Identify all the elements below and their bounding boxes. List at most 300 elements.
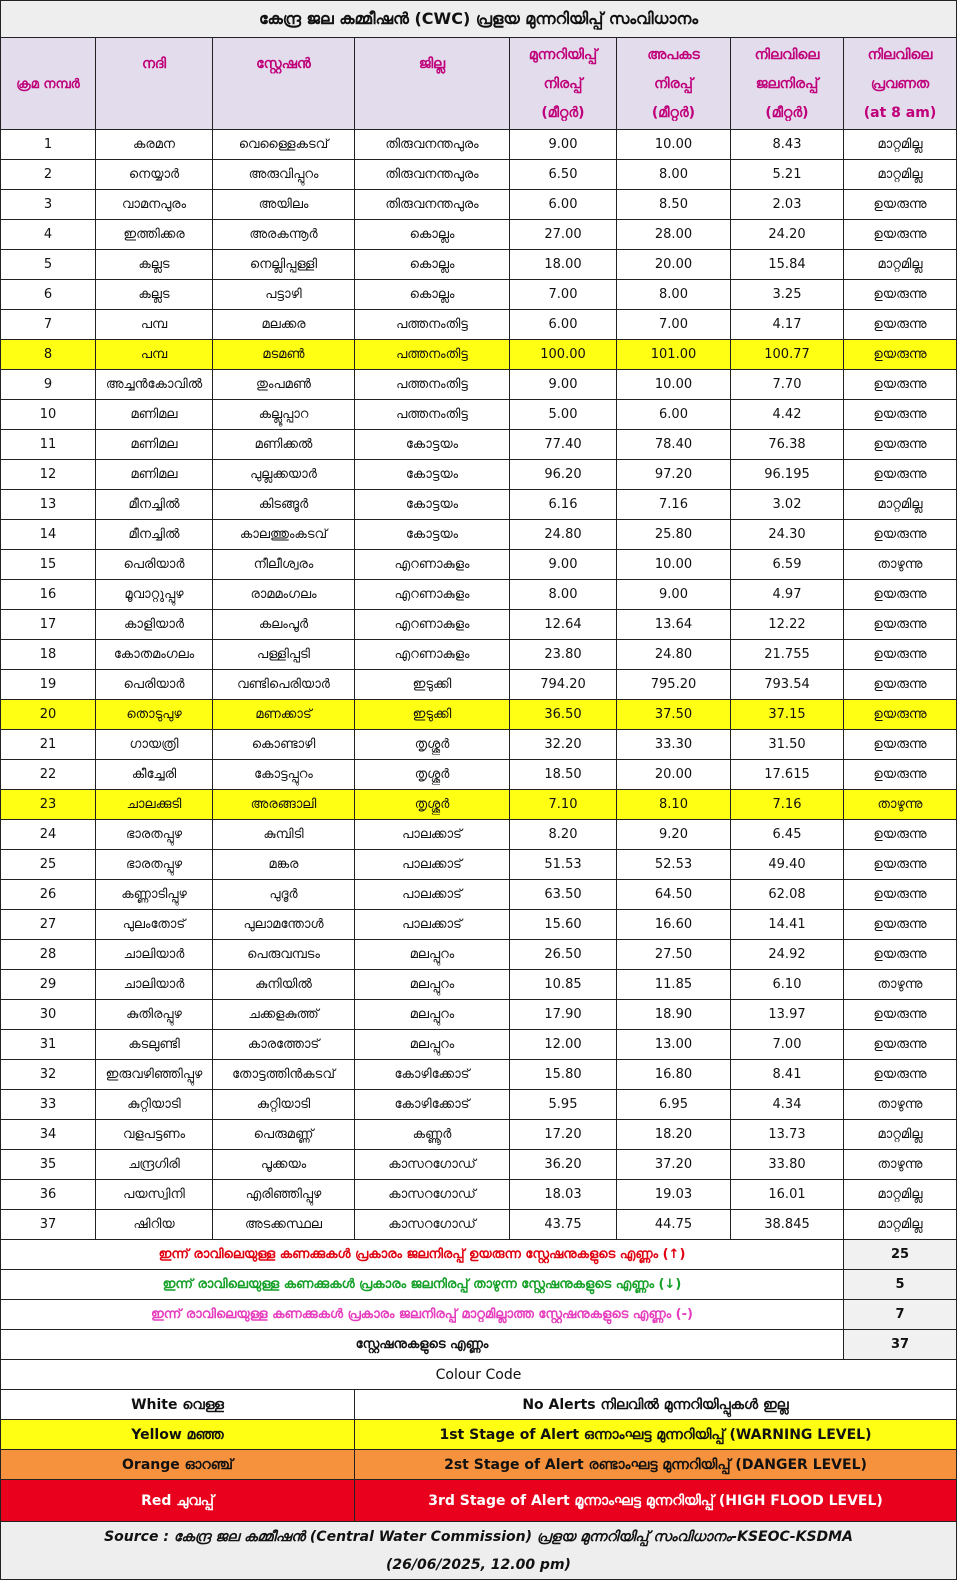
table-row <box>1 370 957 400</box>
table-row <box>1 460 957 490</box>
header-trend: നിലവിലെ പ്രവണത (at 8 am) <box>844 38 957 130</box>
serial-number-cell: 34 <box>1 1120 96 1150</box>
serial-number-cell: 33 <box>1 1090 96 1120</box>
summary-rising-label: ഇന്ന് രാവിലെയുള്ള കണക്കുകൾ പ്രകാരം ജലനിരപ്പ് ഉയരുന്ന സ്റ്റേഷനുകളുടെ എണ്ണം (↑) <box>1 1240 844 1270</box>
table-row <box>1 700 957 730</box>
table-row <box>1 250 957 280</box>
table-row <box>1 550 957 580</box>
danger-level-cell: 20.00 <box>617 250 731 280</box>
trend-cell: ഉയരുന്നു <box>844 220 957 250</box>
river-cell: കീച്ചേരി <box>96 760 213 790</box>
warning-level-cell: 96.20 <box>510 460 617 490</box>
district-cell: എറണാകുളം <box>355 580 510 610</box>
river-cell: കാളിയാർ <box>96 610 213 640</box>
serial-number-cell: 9 <box>1 370 96 400</box>
river-cell: വളപട്ടണം <box>96 1120 213 1150</box>
summary-steady-count: 7 <box>844 1300 957 1330</box>
danger-level-cell: 6.95 <box>617 1090 731 1120</box>
serial-number-cell: 30 <box>1 1000 96 1030</box>
current-level-cell: 6.10 <box>731 970 844 1000</box>
river-cell: മീനച്ചിൽ <box>96 490 213 520</box>
serial-number-cell: 19 <box>1 670 96 700</box>
current-level-cell: 76.38 <box>731 430 844 460</box>
danger-level-cell: 7.00 <box>617 310 731 340</box>
trend-cell: ഉയരുന്നു <box>844 190 957 220</box>
district-cell: മലപ്പുറം <box>355 970 510 1000</box>
serial-number-cell: 13 <box>1 490 96 520</box>
district-cell: ഇടുക്കി <box>355 670 510 700</box>
danger-level-cell: 8.50 <box>617 190 731 220</box>
river-cell: കരമന <box>96 130 213 160</box>
warning-level-cell: 9.00 <box>510 130 617 160</box>
warning-level-cell: 8.00 <box>510 580 617 610</box>
table-row <box>1 1030 957 1060</box>
colour-orange-desc: 2st Stage of Alert രണ്ടാംഘട്ട മുന്നറിയിപ്പ് (DANGER LEVEL) <box>355 1450 957 1480</box>
header-district: ജില്ല <box>355 38 510 130</box>
colour-orange-label: Orange ഓറഞ്ച് <box>1 1450 355 1480</box>
district-cell: കാസറഗോഡ് <box>355 1210 510 1240</box>
district-cell: തൃശ്ശൂർ <box>355 790 510 820</box>
danger-level-cell: 10.00 <box>617 550 731 580</box>
danger-level-cell: 52.53 <box>617 850 731 880</box>
river-cell: ഗായത്രി <box>96 730 213 760</box>
current-level-cell: 7.16 <box>731 790 844 820</box>
warning-level-cell: 51.53 <box>510 850 617 880</box>
current-level-cell: 4.34 <box>731 1090 844 1120</box>
current-level-cell: 5.21 <box>731 160 844 190</box>
station-cell: പള്ളിപ്പടി <box>213 640 355 670</box>
trend-cell: ഉയരുന്നു <box>844 430 957 460</box>
trend-cell: ഉയരുന്നു <box>844 580 957 610</box>
station-cell: കുനിയിൽ <box>213 970 355 1000</box>
station-cell: കുറ്റിയാടി <box>213 1090 355 1120</box>
district-cell: കാസറഗോഡ് <box>355 1180 510 1210</box>
table-row <box>1 940 957 970</box>
current-level-cell: 12.22 <box>731 610 844 640</box>
river-cell: പയസ്വിനി <box>96 1180 213 1210</box>
district-cell: പാലക്കാട് <box>355 910 510 940</box>
serial-number-cell: 17 <box>1 610 96 640</box>
colour-red-label: Red ചുവപ്പ് <box>1 1480 355 1522</box>
district-cell: കാസറഗോഡ് <box>355 1150 510 1180</box>
danger-level-cell: 7.16 <box>617 490 731 520</box>
trend-cell: ഉയരുന്നു <box>844 820 957 850</box>
district-cell: കോട്ടയം <box>355 490 510 520</box>
district-cell: പത്തനംതിട്ട <box>355 310 510 340</box>
current-level-cell: 4.97 <box>731 580 844 610</box>
danger-level-cell: 37.50 <box>617 700 731 730</box>
current-level-cell: 793.54 <box>731 670 844 700</box>
summary-rising-count: 25 <box>844 1240 957 1270</box>
district-cell: കോഴിക്കോട് <box>355 1090 510 1120</box>
trend-cell: മാറ്റമില്ല <box>844 160 957 190</box>
danger-level-cell: 25.80 <box>617 520 731 550</box>
district-cell: എറണാകുളം <box>355 550 510 580</box>
warning-level-cell: 43.75 <box>510 1210 617 1240</box>
serial-number-cell: 25 <box>1 850 96 880</box>
serial-number-cell: 27 <box>1 910 96 940</box>
summary-total-count: 37 <box>844 1330 957 1360</box>
danger-level-cell: 9.00 <box>617 580 731 610</box>
current-level-cell: 24.92 <box>731 940 844 970</box>
warning-level-cell: 26.50 <box>510 940 617 970</box>
district-cell: തിരുവനന്തപുരം <box>355 190 510 220</box>
river-cell: കുറ്റിയാടി <box>96 1090 213 1120</box>
header-serial-number: ക്രമ നമ്പർ <box>1 38 96 130</box>
warning-level-cell: 794.20 <box>510 670 617 700</box>
district-cell: കൊല്ലം <box>355 220 510 250</box>
table-row <box>1 760 957 790</box>
district-cell: പത്തനംതിട്ട <box>355 370 510 400</box>
warning-level-cell: 12.00 <box>510 1030 617 1060</box>
danger-level-cell: 44.75 <box>617 1210 731 1240</box>
warning-level-cell: 17.20 <box>510 1120 617 1150</box>
serial-number-cell: 3 <box>1 190 96 220</box>
danger-level-cell: 18.20 <box>617 1120 731 1150</box>
station-cell: വണ്ടിപെരിയാർ <box>213 670 355 700</box>
serial-number-cell: 7 <box>1 310 96 340</box>
warning-level-cell: 36.50 <box>510 700 617 730</box>
danger-level-cell: 795.20 <box>617 670 731 700</box>
station-cell: കൊണ്ടാഴി <box>213 730 355 760</box>
current-level-cell: 13.73 <box>731 1120 844 1150</box>
station-cell: മടമൺ <box>213 340 355 370</box>
danger-level-cell: 8.10 <box>617 790 731 820</box>
serial-number-cell: 35 <box>1 1150 96 1180</box>
current-level-cell: 6.45 <box>731 820 844 850</box>
station-cell: അരകന്നൂർ <box>213 220 355 250</box>
warning-level-cell: 9.00 <box>510 370 617 400</box>
serial-number-cell: 4 <box>1 220 96 250</box>
trend-cell: ഉയരുന്നു <box>844 730 957 760</box>
river-cell: കോതമംഗലം <box>96 640 213 670</box>
serial-number-cell: 2 <box>1 160 96 190</box>
table-row <box>1 220 957 250</box>
serial-number-cell: 20 <box>1 700 96 730</box>
district-cell: മലപ്പുറം <box>355 940 510 970</box>
river-cell: പെരിയാർ <box>96 670 213 700</box>
trend-cell: മാറ്റമില്ല <box>844 250 957 280</box>
serial-number-cell: 5 <box>1 250 96 280</box>
table-row <box>1 820 957 850</box>
table-row <box>1 970 957 1000</box>
table-row <box>1 1060 957 1090</box>
danger-level-cell: 9.20 <box>617 820 731 850</box>
summary-steady-label: ഇന്ന് രാവിലെയുള്ള കണക്കുകൾ പ്രകാരം ജലനിരപ്പ് മാറ്റമില്ലാത്ത സ്റ്റേഷനുകളുടെ എണ്ണം (-) <box>1 1300 844 1330</box>
current-level-cell: 13.97 <box>731 1000 844 1030</box>
table-row <box>1 670 957 700</box>
serial-number-cell: 14 <box>1 520 96 550</box>
river-cell: അച്ചൻകോവിൽ <box>96 370 213 400</box>
trend-cell: താഴുന്നു <box>844 1090 957 1120</box>
table-row <box>1 400 957 430</box>
current-level-cell: 15.84 <box>731 250 844 280</box>
colour-red-desc: 3rd Stage of Alert മൂന്നാംഘട്ട മുന്നറിയിപ്പ് (HIGH FLOOD LEVEL) <box>355 1480 957 1522</box>
river-cell: മൂവാറ്റുപ്പുഴ <box>96 580 213 610</box>
current-level-cell: 14.41 <box>731 910 844 940</box>
river-cell: പമ്പ <box>96 310 213 340</box>
serial-number-cell: 18 <box>1 640 96 670</box>
table-row <box>1 730 957 760</box>
header-station: സ്റ്റേഷൻ <box>213 38 355 130</box>
river-cell: ഷിറിയ <box>96 1210 213 1240</box>
summary-falling-count: 5 <box>844 1270 957 1300</box>
district-cell: മലപ്പുറം <box>355 1000 510 1030</box>
warning-level-cell: 6.00 <box>510 190 617 220</box>
river-cell: ചാലക്കുടി <box>96 790 213 820</box>
warning-level-cell: 10.85 <box>510 970 617 1000</box>
river-cell: കല്ലട <box>96 280 213 310</box>
district-cell: തൃശ്ശൂർ <box>355 730 510 760</box>
station-cell: കിടങ്ങൂർ <box>213 490 355 520</box>
station-cell: പുലാമന്തോൾ <box>213 910 355 940</box>
warning-level-cell: 18.03 <box>510 1180 617 1210</box>
station-cell: കോട്ടപ്പുറം <box>213 760 355 790</box>
trend-cell: ഉയരുന്നു <box>844 880 957 910</box>
district-cell: എറണാകുളം <box>355 610 510 640</box>
danger-level-cell: 13.00 <box>617 1030 731 1060</box>
trend-cell: മാറ്റമില്ല <box>844 490 957 520</box>
header-warning-level: മുന്നറിയിപ്പ് നിരപ്പ് (മീറ്റർ) <box>510 38 617 130</box>
current-level-cell: 8.43 <box>731 130 844 160</box>
warning-level-cell: 18.50 <box>510 760 617 790</box>
current-level-cell: 33.80 <box>731 1150 844 1180</box>
table-row <box>1 1150 957 1180</box>
trend-cell: ഉയരുന്നു <box>844 760 957 790</box>
river-cell: ഇരുവഴിഞ്ഞിപ്പുഴ <box>96 1060 213 1090</box>
table-row <box>1 910 957 940</box>
summary-total-label: സ്റ്റേഷനുകളുടെ എണ്ണം <box>1 1330 844 1360</box>
trend-cell: മാറ്റമില്ല <box>844 1120 957 1150</box>
trend-cell: ഉയരുന്നു <box>844 400 957 430</box>
table-row <box>1 1000 957 1030</box>
station-cell: മങ്കര <box>213 850 355 880</box>
danger-level-cell: 33.30 <box>617 730 731 760</box>
station-cell: എരിഞ്ഞിപ്പുഴ <box>213 1180 355 1210</box>
trend-cell: ഉയരുന്നു <box>844 910 957 940</box>
warning-level-cell: 6.00 <box>510 310 617 340</box>
current-level-cell: 17.615 <box>731 760 844 790</box>
source-date: (26/06/2025, 12.00 pm) <box>386 1556 571 1573</box>
warning-level-cell: 36.20 <box>510 1150 617 1180</box>
district-cell: കോട്ടയം <box>355 460 510 490</box>
danger-level-cell: 101.00 <box>617 340 731 370</box>
current-level-cell: 8.41 <box>731 1060 844 1090</box>
district-cell: കണ്ണൂർ <box>355 1120 510 1150</box>
serial-number-cell: 24 <box>1 820 96 850</box>
district-cell: പാലക്കാട് <box>355 850 510 880</box>
warning-level-cell: 7.00 <box>510 280 617 310</box>
source-line: Source : കേന്ദ്ര ജല കമ്മീഷൻ (Central Water Commission) പ്രളയ മുന്നറിയിപ്പ് സംവിധാനം-KSEOC-KSDMA <box>104 1528 853 1545</box>
current-level-cell: 7.70 <box>731 370 844 400</box>
trend-cell: ഉയരുന്നു <box>844 640 957 670</box>
current-level-cell: 21.755 <box>731 640 844 670</box>
river-cell: പുലംതോട് <box>96 910 213 940</box>
station-cell: കുമ്പിടി <box>213 820 355 850</box>
current-level-cell: 38.845 <box>731 1210 844 1240</box>
header-danger-level: അപകട നിരപ്പ് (മീറ്റർ) <box>617 38 731 130</box>
serial-number-cell: 32 <box>1 1060 96 1090</box>
colour-white-label: White വെള്ള <box>1 1390 355 1420</box>
danger-level-cell: 6.00 <box>617 400 731 430</box>
river-cell: തൊടുപുഴ <box>96 700 213 730</box>
river-cell: ഭാരതപ്പുഴ <box>96 820 213 850</box>
trend-cell: ഉയരുന്നു <box>844 850 957 880</box>
river-cell: കടലുണ്ടി <box>96 1030 213 1060</box>
table-row <box>1 430 957 460</box>
trend-cell: മാറ്റമില്ല <box>844 1180 957 1210</box>
trend-cell: താഴുന്നു <box>844 790 957 820</box>
district-cell: തിരുവനന്തപുരം <box>355 160 510 190</box>
trend-cell: ഉയരുന്നു <box>844 460 957 490</box>
warning-level-cell: 9.00 <box>510 550 617 580</box>
serial-number-cell: 36 <box>1 1180 96 1210</box>
warning-level-cell: 15.60 <box>510 910 617 940</box>
warning-level-cell: 5.00 <box>510 400 617 430</box>
table-row <box>1 640 957 670</box>
table-row <box>1 1210 957 1240</box>
trend-cell: താഴുന്നു <box>844 970 957 1000</box>
river-cell: വാമനപുരം <box>96 190 213 220</box>
station-cell: നെല്ലിപ്പള്ളി <box>213 250 355 280</box>
river-cell: നെയ്യാർ <box>96 160 213 190</box>
district-cell: കൊല്ലം <box>355 280 510 310</box>
current-level-cell: 62.08 <box>731 880 844 910</box>
danger-level-cell: 27.50 <box>617 940 731 970</box>
serial-number-cell: 15 <box>1 550 96 580</box>
river-cell: ഇത്തിക്കര <box>96 220 213 250</box>
table-row <box>1 340 957 370</box>
danger-level-cell: 20.00 <box>617 760 731 790</box>
danger-level-cell: 10.00 <box>617 370 731 400</box>
table-row <box>1 1180 957 1210</box>
colour-code-title: Colour Code <box>1 1360 957 1390</box>
river-cell: കുതിരപ്പുഴ <box>96 1000 213 1030</box>
station-cell: അരങ്ങാലി <box>213 790 355 820</box>
current-level-cell: 7.00 <box>731 1030 844 1060</box>
danger-level-cell: 8.00 <box>617 280 731 310</box>
station-cell: അരുവിപ്പുറം <box>213 160 355 190</box>
serial-number-cell: 21 <box>1 730 96 760</box>
danger-level-cell: 10.00 <box>617 130 731 160</box>
trend-cell: ഉയരുന്നു <box>844 700 957 730</box>
trend-cell: താഴുന്നു <box>844 1150 957 1180</box>
current-level-cell: 4.42 <box>731 400 844 430</box>
river-cell: ചാലിയാർ <box>96 970 213 1000</box>
station-cell: മലക്കര <box>213 310 355 340</box>
table-row <box>1 490 957 520</box>
table-row <box>1 160 957 190</box>
warning-level-cell: 7.10 <box>510 790 617 820</box>
district-cell: കോട്ടയം <box>355 520 510 550</box>
source-note <box>1 1522 957 1580</box>
page-title: കേന്ദ്ര ജല കമ്മീഷൻ (CWC) പ്രളയ മുന്നറിയിപ്പ് സംവിധാനം <box>1 1 957 38</box>
trend-cell: ഉയരുന്നു <box>844 520 957 550</box>
district-cell: മലപ്പുറം <box>355 1030 510 1060</box>
warning-level-cell: 23.80 <box>510 640 617 670</box>
table-row <box>1 190 957 220</box>
warning-level-cell: 12.64 <box>510 610 617 640</box>
warning-level-cell: 63.50 <box>510 880 617 910</box>
serial-number-cell: 11 <box>1 430 96 460</box>
table-row <box>1 130 957 160</box>
trend-cell: ഉയരുന്നു <box>844 1030 957 1060</box>
trend-cell: ഉയരുന്നു <box>844 1000 957 1030</box>
serial-number-cell: 23 <box>1 790 96 820</box>
station-cell: പെരുവമ്പടം <box>213 940 355 970</box>
serial-number-cell: 6 <box>1 280 96 310</box>
river-cell: മണിമല <box>96 460 213 490</box>
warning-level-cell: 8.20 <box>510 820 617 850</box>
station-cell: പെരുമണ്ണ് <box>213 1120 355 1150</box>
station-cell: തോട്ടത്തിൻകടവ് <box>213 1060 355 1090</box>
station-cell: അടക്കസ്ഥല <box>213 1210 355 1240</box>
trend-cell: മാറ്റമില്ല <box>844 130 957 160</box>
table-row <box>1 1120 957 1150</box>
danger-level-cell: 16.60 <box>617 910 731 940</box>
station-cell: പുദൂർ <box>213 880 355 910</box>
station-cell: അയിലം <box>213 190 355 220</box>
trend-cell: ഉയരുന്നു <box>844 280 957 310</box>
current-level-cell: 3.02 <box>731 490 844 520</box>
station-cell: പൂക്കയം <box>213 1150 355 1180</box>
warning-level-cell: 32.20 <box>510 730 617 760</box>
warning-level-cell: 24.80 <box>510 520 617 550</box>
summary-falling-label: ഇന്ന് രാവിലെയുള്ള കണക്കുകൾ പ്രകാരം ജലനിരപ്പ് താഴുന്ന സ്റ്റേഷനുകളുടെ എണ്ണം (↓) <box>1 1270 844 1300</box>
district-cell: കൊല്ലം <box>355 250 510 280</box>
table-row <box>1 790 957 820</box>
current-level-cell: 31.50 <box>731 730 844 760</box>
warning-level-cell: 17.90 <box>510 1000 617 1030</box>
table-row <box>1 580 957 610</box>
warning-level-cell: 6.16 <box>510 490 617 520</box>
table-row <box>1 610 957 640</box>
serial-number-cell: 16 <box>1 580 96 610</box>
colour-white-desc: No Alerts നിലവിൽ മുന്നറിയിപ്പുകൾ ഇല്ല <box>355 1390 957 1420</box>
river-cell: മണിമല <box>96 430 213 460</box>
danger-level-cell: 97.20 <box>617 460 731 490</box>
current-level-cell: 16.01 <box>731 1180 844 1210</box>
current-level-cell: 24.30 <box>731 520 844 550</box>
current-level-cell: 100.77 <box>731 340 844 370</box>
danger-level-cell: 24.80 <box>617 640 731 670</box>
danger-level-cell: 8.00 <box>617 160 731 190</box>
current-level-cell: 6.59 <box>731 550 844 580</box>
district-cell: പത്തനംതിട്ട <box>355 400 510 430</box>
current-level-cell: 24.20 <box>731 220 844 250</box>
table-row <box>1 520 957 550</box>
danger-level-cell: 18.90 <box>617 1000 731 1030</box>
river-cell: കല്ലട <box>96 250 213 280</box>
danger-level-cell: 37.20 <box>617 1150 731 1180</box>
river-cell: പെരിയാർ <box>96 550 213 580</box>
river-cell: ഭാരതപ്പുഴ <box>96 850 213 880</box>
current-level-cell: 3.25 <box>731 280 844 310</box>
serial-number-cell: 29 <box>1 970 96 1000</box>
district-cell: തിരുവനന്തപുരം <box>355 130 510 160</box>
river-cell: മീനച്ചിൽ <box>96 520 213 550</box>
serial-number-cell: 10 <box>1 400 96 430</box>
district-cell: പത്തനംതിട്ട <box>355 340 510 370</box>
table-row <box>1 1090 957 1120</box>
station-cell: രാമമംഗലം <box>213 580 355 610</box>
serial-number-cell: 1 <box>1 130 96 160</box>
table-row <box>1 850 957 880</box>
district-cell: തൃശ്ശൂർ <box>355 760 510 790</box>
station-cell: മണക്കാട് <box>213 700 355 730</box>
colour-yellow-label: Yellow മഞ്ഞ <box>1 1420 355 1450</box>
station-cell: നീലീശ്വരം <box>213 550 355 580</box>
